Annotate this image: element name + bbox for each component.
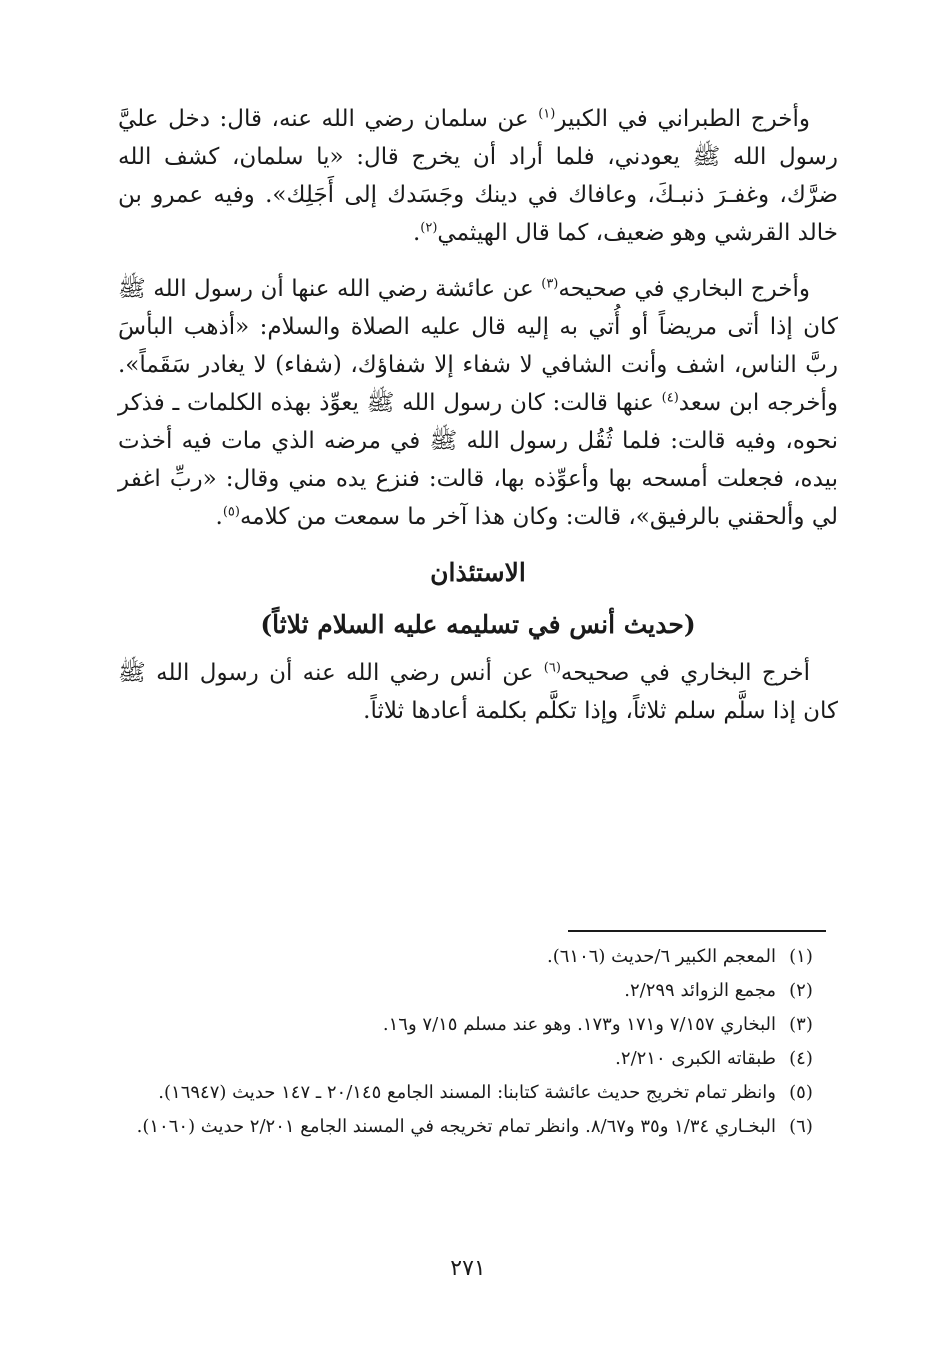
footnote-number: (٥) <box>789 1082 813 1103</box>
paragraph-1 <box>118 100 838 252</box>
paragraph-text: عن عائشة رضي الله عنها أن رسول الله ﷺ كان إذا أتى مريضاً أو أُتي به إليه قال عليه الصلاة والسلام: «أذهب البأسَ ربَّ الناس، اشف وأنت الشافي لا شفاء إلا شفاؤك، (شفاء) لا يغادر سَقَماً». وأخرجه ابن سعد <box>118 276 838 416</box>
footnote-ref[interactable]: (١) <box>538 106 556 122</box>
footnote-text: طبقاته الكبرى ٢/٢١٠. <box>615 1048 776 1069</box>
footnote-text: مجمع الزوائد ٢/٢٩٩. <box>624 980 776 1001</box>
page-number: ٢٧١ <box>450 1256 486 1281</box>
footnote-number: (٢) <box>789 980 813 1001</box>
footnote-ref[interactable]: (٣) <box>541 276 559 292</box>
footnote-number: (٦) <box>789 1116 813 1137</box>
paragraph-2 <box>118 270 838 536</box>
paragraph-3 <box>118 654 838 730</box>
footnote-ref[interactable]: (٦) <box>543 660 561 676</box>
paragraph-text: . <box>215 504 223 530</box>
paragraph-text: وأخرج الطبراني في الكبير <box>555 106 810 132</box>
footnote-item <box>110 1042 826 1076</box>
footnote-text: وانظر تمام تخريج حديث عائشة كتابنا: المسند الجامع ٢٠/١٤٥ ـ ١٤٧ حديث (١٦٩٤٧). <box>158 1082 776 1103</box>
footnote-item <box>110 1008 826 1042</box>
paragraph-text: عن أنس رضي الله عنه أن رسول الله ﷺ كان إذا سلَّم سلم ثلاثاً، وإذا تكلَّم بكلمة أعادها ثلاثاً. <box>118 660 838 724</box>
footnote-number: (١) <box>789 946 813 967</box>
footnote-ref[interactable]: (٤) <box>661 390 679 406</box>
section-title: الاستئذان <box>430 558 526 587</box>
footnote-item <box>110 974 826 1008</box>
footnote-item <box>110 1110 826 1144</box>
footnote-ref[interactable]: (٥) <box>222 504 240 520</box>
footnote-text: البخاري ٧/١٥٧ و١٧١ و١٧٣. وهو عند مسلم ٧/١٥ و١٦. <box>382 1014 776 1035</box>
footnote-item <box>110 1076 826 1110</box>
paragraph-text: عنها قالت: كان رسول الله ﷺ يعوِّذ بهذه الكلمات ـ فذكر نحوه، وفيه قالت: فلما ثُقُل رسول الله ﷺ في مرضه الذي مات فيه أخذت بيده، فجعلت أمسحه بها وأعوِّذه بها، قالت: فنزع يده مني وقال: «ربِّ اغفر لي وألحقني بالرفيق»، قالت: وكان هذا آخر ما سمعت من كلامه <box>118 390 838 530</box>
footnote-text: المعجم الكبير ٦/حديث (٦١٠٦). <box>546 946 776 967</box>
footnote-number: (٣) <box>789 1014 813 1035</box>
footnote-number: (٤) <box>789 1048 813 1069</box>
paragraph-text: . <box>412 220 421 246</box>
main-text <box>118 100 838 748</box>
footnote-divider <box>568 930 826 932</box>
footnotes <box>110 940 826 1144</box>
footnote-item <box>110 940 826 974</box>
subsection-title: (حديث أنس في تسليمه عليه السلام ثلاثاً) <box>260 610 696 639</box>
footnote-ref[interactable]: (٢) <box>420 220 438 236</box>
footnote-text: البخـاري ١/٣٤ و٣٥ و٨/٦٧. وانظر تمام تخريجه في المسند الجامع ٢/٢٠١ حديث (١٠٦٠). <box>136 1116 776 1137</box>
paragraph-text: أخرج البخاري في صحيحه <box>560 660 810 686</box>
paragraph-text: عن سلمان رضي الله عنه، قال: دخل عليَّ رسول الله ﷺ يعودني، فلما أراد أن يخرج قال: «يا سلمان، كشف الله ضرَّك، وغفـرَ ذنبـكَ، وعافاك في دينك وجَسَدك إلى أَجَلِك». وفيه عمرو بن خالد القرشي وهو ضعيف، كما قال الهيثمي <box>118 106 838 246</box>
paragraph-text: وأخرج البخاري في صحيحه <box>558 276 810 302</box>
